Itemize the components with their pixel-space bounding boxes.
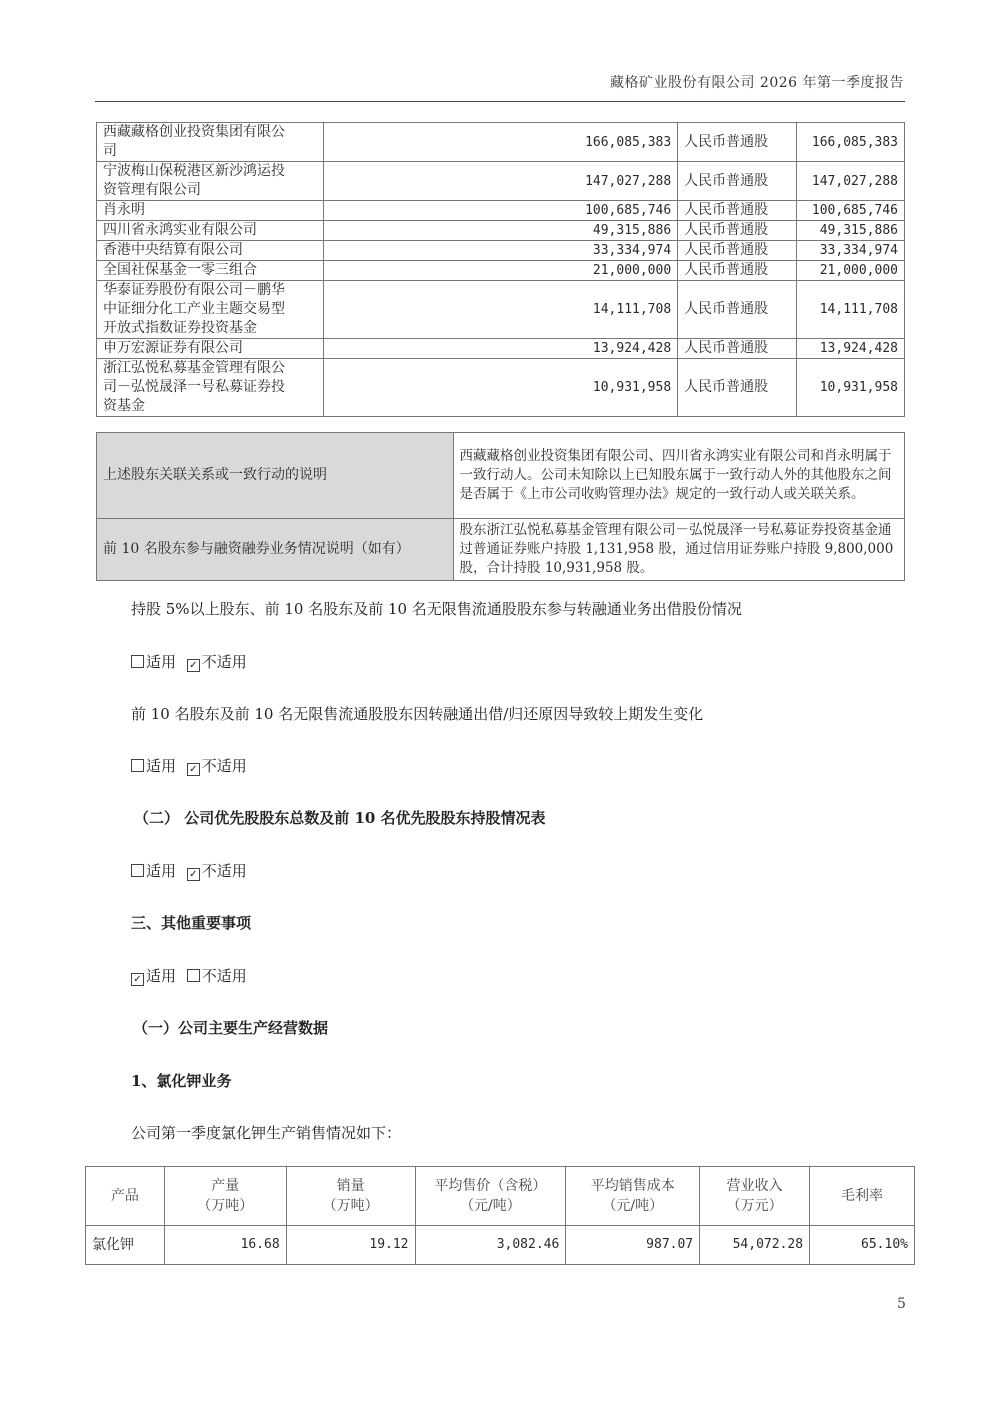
top-shareholders-table — [96, 122, 905, 417]
checkbox-applicable[interactable] — [131, 759, 144, 772]
shareholder-name-line: 资管理有限公司 — [103, 182, 201, 198]
kcl-header-line: 销量 — [336, 1178, 365, 1194]
share-class: 人民币普通股 — [678, 241, 797, 261]
note-label: 前 10 名股东参与融资融券业务情况说明（如有） — [97, 519, 454, 581]
kcl-header-line: （万元） — [726, 1198, 783, 1214]
shares-held: 49,315,886 — [323, 221, 678, 241]
option-label: 适用 — [146, 967, 177, 985]
share-count: 49,315,886 — [797, 221, 905, 241]
shareholder-row — [97, 261, 905, 281]
option-label: 不适用 — [201, 653, 247, 671]
kcl-header-line: 产品 — [110, 1188, 139, 1204]
lending-options — [131, 651, 247, 672]
shareholder-name — [97, 221, 324, 241]
kcl-product-name: 氯化钾 — [86, 1226, 165, 1265]
share-class: 人民币普通股 — [678, 281, 797, 339]
note-text: 股东浙江弘悦私募基金管理有限公司－弘悦晟泽一号私募证券投资基金通过普通证券账户持股 1,131,958 股，通过信用证券账户持股 9,800,000 股，合计持股 10,931,958 股。 — [453, 519, 904, 581]
share-count: 147,027,288 — [797, 162, 905, 201]
kcl-business-title: 1、氯化钾业务 — [131, 1072, 232, 1090]
checkbox-not-applicable[interactable] — [187, 969, 200, 982]
share-class: 人民币普通股 — [678, 339, 797, 359]
kcl-header-line: 营业收入 — [726, 1178, 783, 1194]
share-count: 21,000,000 — [797, 261, 905, 281]
kcl-header-line: （万吨） — [197, 1198, 254, 1214]
shareholder-name — [97, 281, 324, 339]
shareholder-name-line: 华泰证券股份有限公司－鹏华 — [103, 282, 285, 298]
note-text: 西藏藏格创业投资集团有限公司、四川省永鸿实业有限公司和肖永明属于一致行动人。公司未知除以上已知股东属于一致行动人外的其他股东之间是否属于《上市公司收购管理办法》规定的一致行动人或关联关系。 — [453, 433, 904, 519]
checkbox-not-applicable[interactable]: ✓ — [187, 763, 200, 776]
share-class: 人民币普通股 — [678, 201, 797, 221]
shareholder-row — [97, 281, 905, 339]
kcl-intro-text: 公司第一季度氯化钾生产销售情况如下： — [131, 1124, 402, 1142]
report-header-title: 藏格矿业股份有限公司 2026 年第一季度报告 — [609, 75, 904, 91]
share-count: 166,085,383 — [797, 123, 905, 162]
share-count: 14,111,708 — [797, 281, 905, 339]
shareholder-name-line: 申万宏源证券有限公司 — [103, 340, 243, 356]
share-class: 人民币普通股 — [678, 359, 797, 417]
share-class: 人民币普通股 — [678, 261, 797, 281]
shareholder-name — [97, 123, 324, 162]
option-label: 适用 — [146, 862, 177, 880]
kcl-header-cell — [810, 1167, 915, 1226]
kcl-value-cell: 3,082.46 — [415, 1226, 566, 1265]
shareholder-row — [97, 241, 905, 261]
kcl-header-cell — [286, 1167, 415, 1226]
shares-held: 10,931,958 — [323, 359, 678, 417]
share-class: 人民币普通股 — [678, 221, 797, 241]
preferred-section-title: （二） 公司优先股股东总数及前 10 名优先股股东持股情况表 — [134, 809, 546, 827]
checkbox-not-applicable[interactable]: ✓ — [187, 868, 200, 881]
shareholder-name — [97, 162, 324, 201]
kcl-table-header-row — [86, 1167, 915, 1226]
checkbox-applicable[interactable] — [131, 655, 144, 668]
lending-section-title: 持股 5%以上股东、前 10 名股东及前 10 名无限售流通股股东参与转融通业务出借股份情况 — [131, 600, 742, 618]
shareholder-name-line: 肖永明 — [103, 202, 145, 218]
checkbox-not-applicable[interactable]: ✓ — [187, 659, 200, 672]
note-label: 上述股东关联关系或一致行动的说明 — [97, 433, 454, 519]
shares-held: 147,027,288 — [323, 162, 678, 201]
kcl-header-cell — [164, 1167, 286, 1226]
shareholder-name-line: 宁波梅山保税港区新沙鸿运投 — [103, 163, 285, 179]
kcl-header-cell — [566, 1167, 700, 1226]
shareholder-name — [97, 201, 324, 221]
kcl-header-line: 平均销售成本 — [590, 1178, 675, 1194]
shareholder-name — [97, 261, 324, 281]
kcl-value-cell: 19.12 — [286, 1226, 415, 1265]
shareholder-row — [97, 359, 905, 417]
option-label: 不适用 — [201, 862, 247, 880]
shares-held: 13,924,428 — [323, 339, 678, 359]
share-class: 人民币普通股 — [678, 123, 797, 162]
preferred-options — [131, 860, 247, 881]
option-label: 适用 — [146, 653, 177, 671]
header-rule — [95, 101, 905, 102]
shareholder-name-line: 全国社保基金一零三组合 — [103, 262, 257, 278]
shareholder-row — [97, 201, 905, 221]
shareholder-name-line: 西藏藏格创业投资集团有限公 — [103, 124, 285, 140]
shareholder-name-line: 司 — [103, 143, 117, 159]
kcl-production-sales-table — [85, 1166, 915, 1265]
shareholder-name-line: 司－弘悦晟泽一号私募证券投 — [103, 379, 285, 395]
kcl-value-cell: 16.68 — [164, 1226, 286, 1265]
change-options — [131, 755, 247, 776]
other-options — [131, 965, 247, 986]
shares-held: 33,334,974 — [323, 241, 678, 261]
kcl-header-cell — [415, 1167, 566, 1226]
kcl-header-line: 毛利率 — [841, 1188, 884, 1204]
shareholder-row — [97, 339, 905, 359]
shareholder-row — [97, 162, 905, 201]
kcl-header-line: （万吨） — [322, 1198, 379, 1214]
note-row-concert-action — [97, 433, 905, 519]
shareholder-name-line: 开放式指数证券投资基金 — [103, 320, 257, 336]
shareholder-name-line: 中证细分化工产业主题交易型 — [103, 301, 285, 317]
shares-held: 14,111,708 — [323, 281, 678, 339]
kcl-header-line: 平均售价（含税） — [434, 1178, 547, 1194]
kcl-header-cell — [86, 1167, 165, 1226]
operations-data-title: （一）公司主要生产经营数据 — [133, 1019, 329, 1037]
kcl-value-cell: 65.10% — [810, 1226, 915, 1265]
change-section-title: 前 10 名股东及前 10 名无限售流通股股东因转融通出借/归还原因导致较上期发生变化 — [131, 705, 704, 723]
kcl-header-line: （元/吨） — [460, 1198, 521, 1214]
share-class: 人民币普通股 — [678, 162, 797, 201]
share-count: 13,924,428 — [797, 339, 905, 359]
kcl-header-line: （元/吨） — [602, 1198, 664, 1214]
note-row-margin-trading — [97, 519, 905, 581]
share-count: 10,931,958 — [797, 359, 905, 417]
shares-held: 21,000,000 — [323, 261, 678, 281]
kcl-header-line: 产量 — [211, 1178, 240, 1194]
shareholder-name — [97, 339, 324, 359]
shareholder-name — [97, 359, 324, 417]
shares-held: 100,685,746 — [323, 201, 678, 221]
share-count: 100,685,746 — [797, 201, 905, 221]
kcl-value-cell: 54,072.28 — [700, 1226, 810, 1265]
shares-held: 166,085,383 — [323, 123, 678, 162]
shareholder-name-line: 香港中央结算有限公司 — [103, 242, 243, 258]
other-matters-title: 三、其他重要事项 — [131, 914, 252, 932]
checkbox-applicable[interactable]: ✓ — [131, 973, 144, 986]
option-label: 不适用 — [201, 967, 247, 985]
shareholder-name — [97, 241, 324, 261]
kcl-header-cell — [700, 1167, 810, 1226]
shareholder-row — [97, 221, 905, 241]
shareholder-notes-table — [96, 432, 905, 581]
page-number: 5 — [897, 1296, 906, 1312]
kcl-value-cell: 987.07 — [566, 1226, 700, 1265]
shareholder-name-line: 资基金 — [103, 398, 145, 414]
shareholder-name-line: 浙江弘悦私募基金管理有限公 — [103, 360, 285, 376]
checkbox-applicable[interactable] — [131, 864, 144, 877]
shareholder-row — [97, 123, 905, 162]
kcl-table-data-row — [86, 1226, 915, 1265]
shareholder-name-line: 四川省永鸿实业有限公司 — [103, 222, 257, 238]
share-count: 33,334,974 — [797, 241, 905, 261]
option-label: 不适用 — [201, 757, 247, 775]
option-label: 适用 — [146, 757, 177, 775]
